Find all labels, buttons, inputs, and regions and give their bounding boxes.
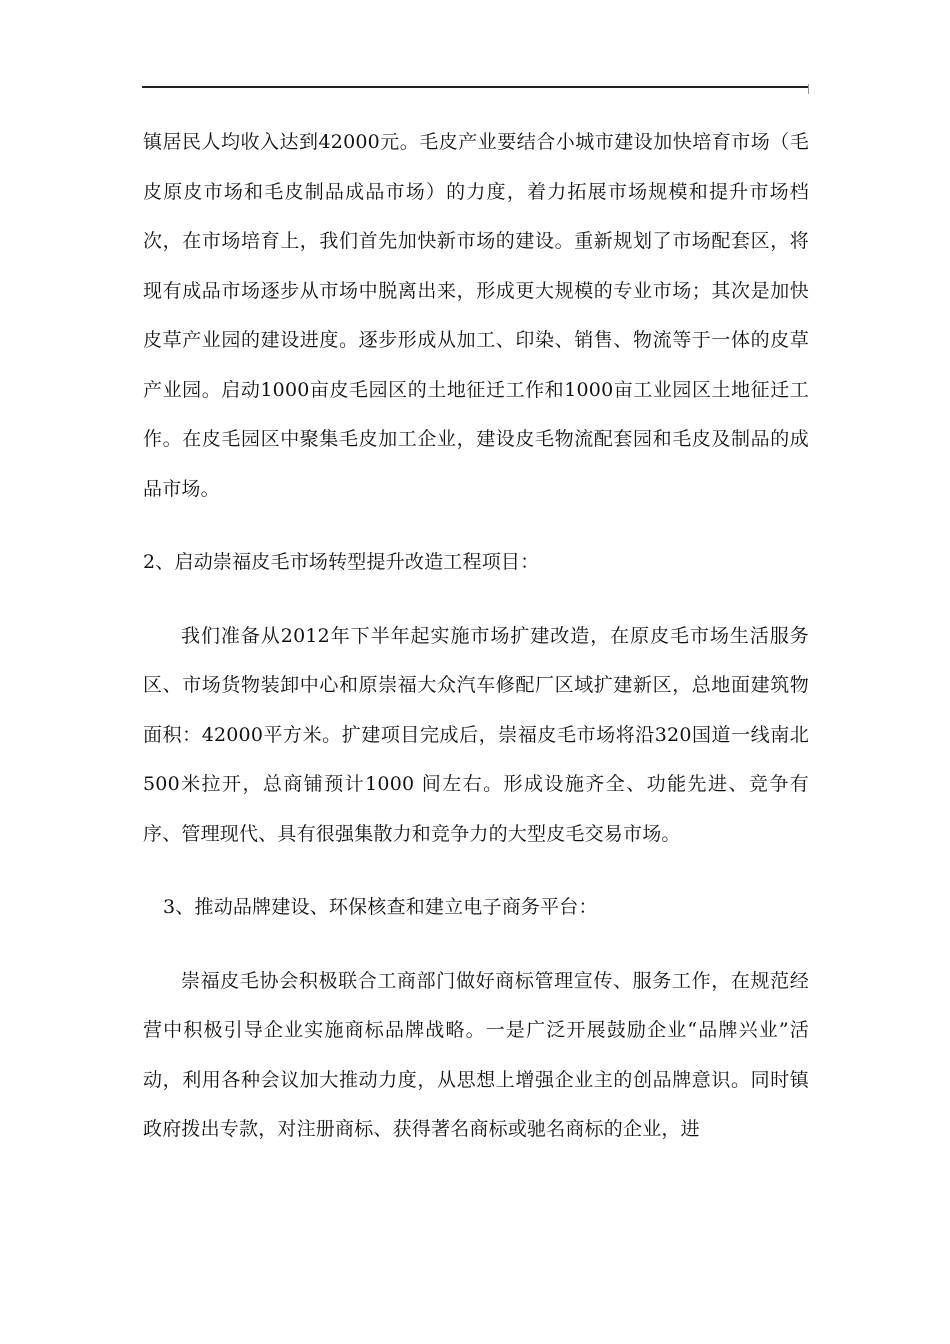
paragraph-brand-building: 崇福皮毛协会积极联合工商部门做好商标管理宣传、服务工作，在规范经营中积极引导企业实施商标品牌战略。一是广泛开展鼓励企业“品牌兴业”活动，利用各种会议加大推动力度，从思想上增强企业主的创品牌意识。同时镇政府拨出专款，对注册商标、获得著名商标或驰名商标的企业，进 — [143, 969, 809, 1140]
paragraph-gap — [143, 933, 809, 957]
header-rule-end-mark — [808, 84, 809, 94]
section-heading-2: 2、启动崇福皮毛市场转型提升改造工程项目： — [143, 551, 540, 573]
paragraph-market-expansion: 我们准备从2012年下半年起实施市场扩建改造，在原皮毛市场生活服务区、市场货物装卸中心和原崇福大众汽车修配厂区域扩建新区，总地面建筑物面积：42000平方米。扩建项目完成后，崇福皮毛市场将沿320国道一线南北500米拉开，总商铺预计1000 间左右。形成设施齐全、功能先进、竞争有序、管理现代、具有很强集散力和竞争力的大型皮毛交易市场。 — [143, 624, 809, 845]
paragraph-market-cultivation: 镇居民人均收入达到42000元。毛皮产业要结合小城市建设加快培育市场（毛皮原皮市场和毛皮制品成品市场）的力度，着力拓展市场规模和提升市场档次，在市场培育上，我们首先加快新市场的建设。重新规划了市场配套区，将现有成品市场逐步从市场中脱离出来，形成更大规模的专业市场；其次是加快皮草产业园的建设进度。逐步形成从加工、印染、销售、物流等于一体的皮草产业园。启动1000亩皮毛园区的土地征迁工作和1000亩工业园区土地征迁工作。在皮毛园区中聚集毛皮加工企业，建设皮毛物流配套园和毛皮及制品的成品市场。 — [143, 131, 809, 500]
document-body — [143, 118, 809, 1155]
header-rule — [142, 86, 808, 88]
section-heading-3: 3、推动品牌建设、环保核查和建立电子商务平台： — [163, 896, 598, 918]
paragraph-gap — [143, 514, 809, 538]
paragraph-gap — [143, 859, 809, 883]
paragraph-gap — [143, 588, 809, 612]
